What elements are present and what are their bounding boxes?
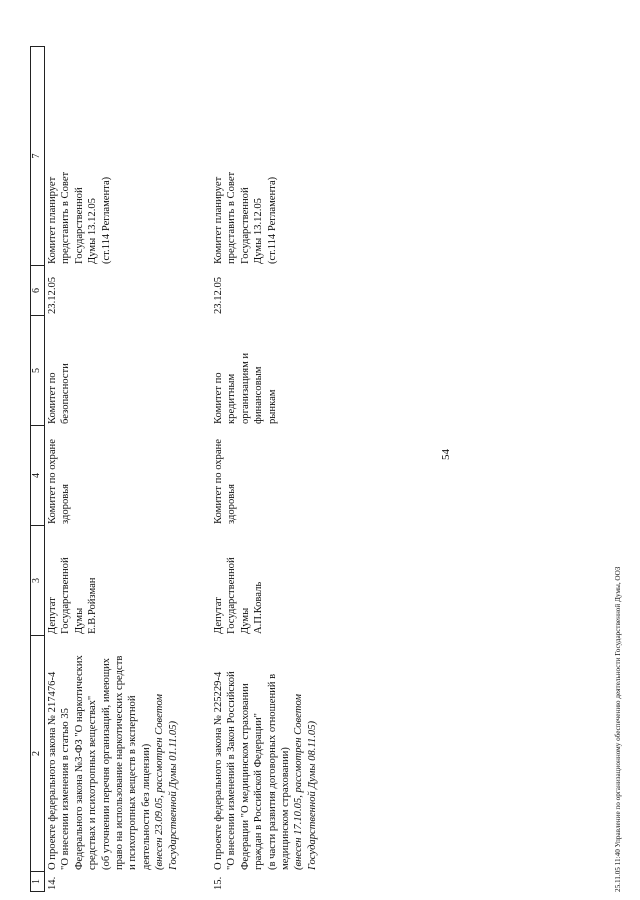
committee-line: Комитет по охране — [47, 439, 58, 524]
coexec-line: безопасности — [60, 363, 72, 424]
bill-status-line: Государственной Думы 08.11.05) — [306, 720, 318, 870]
bill-line: Федерального закона №3-ФЗ "О наркотических — [73, 655, 85, 870]
note-line: Государственной — [239, 187, 251, 264]
page-number: 54 — [440, 449, 452, 460]
review-date: 23.12.05 — [47, 276, 58, 314]
table-header-row — [30, 46, 45, 892]
bill-status-line: Государственной Думы 01.11.05) — [167, 720, 179, 870]
responsible-committee — [46, 426, 211, 526]
author-line: Государственной — [226, 557, 238, 634]
column-header: 4 — [31, 426, 44, 526]
note-line: Комитет планирует — [47, 176, 58, 264]
coexec-line: Комитет по — [213, 372, 224, 424]
column-header: 1 — [31, 872, 44, 892]
bill-line: "О внесении изменений в Закон Российской — [226, 671, 238, 870]
column-header: 3 — [31, 526, 44, 636]
row-number: 15. — [213, 876, 224, 890]
committee-line: Комитет по охране — [213, 439, 224, 524]
coexec-line: кредитным — [226, 373, 238, 424]
bill-line: (об уточнении перечня организаций, имеющих — [100, 658, 112, 870]
bill-line: (в части развития договорных отношений в — [266, 673, 278, 870]
bill-status-line: (внесен 23.09.05, рассмотрен Советом — [154, 694, 166, 870]
bill-line: деятельности без лицензии) — [140, 743, 152, 870]
note-line: представить в Совет — [226, 171, 238, 264]
responsible-committee — [212, 426, 432, 526]
coexec-line: организациям и — [239, 352, 251, 424]
author-line: Думы — [73, 607, 85, 634]
committee-note — [46, 46, 211, 266]
coexec-line: рынкам — [266, 389, 278, 424]
bill-line: средствах и психотропных веществах" — [87, 695, 99, 870]
author-line: Е.В.Ройзман — [87, 577, 99, 634]
author-line: Государственной — [60, 557, 72, 634]
committee-line: здоровья — [226, 484, 238, 524]
column-header: 7 — [31, 46, 44, 266]
committee-note — [212, 46, 432, 266]
committee-line: здоровья — [60, 484, 72, 524]
bill-line: право на использование наркотических средств — [114, 655, 126, 870]
bill-line: О проекте федерального закона № 217476-4 — [47, 671, 58, 870]
table-row — [211, 46, 432, 892]
bill-line: Федерации "О медицинском страховании — [239, 683, 251, 870]
note-line: представить в Совет — [60, 171, 72, 264]
author-line: А.П.Коваль — [253, 581, 265, 634]
author-line: Думы — [239, 607, 251, 634]
bill-line: и психотропных веществ в экспертной — [127, 695, 139, 870]
bill-author — [46, 526, 211, 636]
column-header: 6 — [31, 266, 44, 316]
note-line: (ст.114 Регламента) — [100, 176, 112, 264]
bill-author — [212, 526, 432, 636]
bill-status-line: (внесен 17.10.05, рассмотрен Советом — [293, 694, 305, 870]
print-footer: 25.11.05 11:40 Управление по организационному обеспечению деятельности Государственной Думы, ООЗ — [614, 566, 622, 892]
column-header: 2 — [31, 636, 44, 872]
row-number: 14. — [47, 876, 58, 890]
author-line: Депутат — [213, 597, 224, 634]
table-row — [45, 46, 211, 892]
bill-line: медицинском страховании) — [280, 747, 292, 870]
co-executor-committee — [46, 316, 211, 426]
column-header: 5 — [31, 316, 44, 426]
author-line: Депутат — [47, 597, 58, 634]
coexec-line: Комитет по — [47, 372, 58, 424]
bill-line: О проекте федерального закона № 225229-4 — [213, 671, 224, 870]
note-line: Государственной — [73, 187, 85, 264]
note-line: (ст.114 Регламента) — [266, 176, 278, 264]
note-line: Думы 13.12.05 — [253, 198, 265, 264]
co-executor-committee — [212, 316, 432, 426]
note-line: Комитет планирует — [213, 176, 224, 264]
review-date: 23.12.05 — [213, 276, 224, 314]
note-line: Думы 13.12.05 — [87, 198, 99, 264]
bill-line: граждан в Российской Федерации" — [253, 713, 265, 870]
agenda-table — [30, 46, 432, 892]
coexec-line: финансовым — [253, 366, 265, 424]
bill-description — [46, 636, 211, 872]
bill-description — [212, 636, 432, 872]
bill-line: "О внесении изменения в статью 35 — [60, 708, 72, 870]
